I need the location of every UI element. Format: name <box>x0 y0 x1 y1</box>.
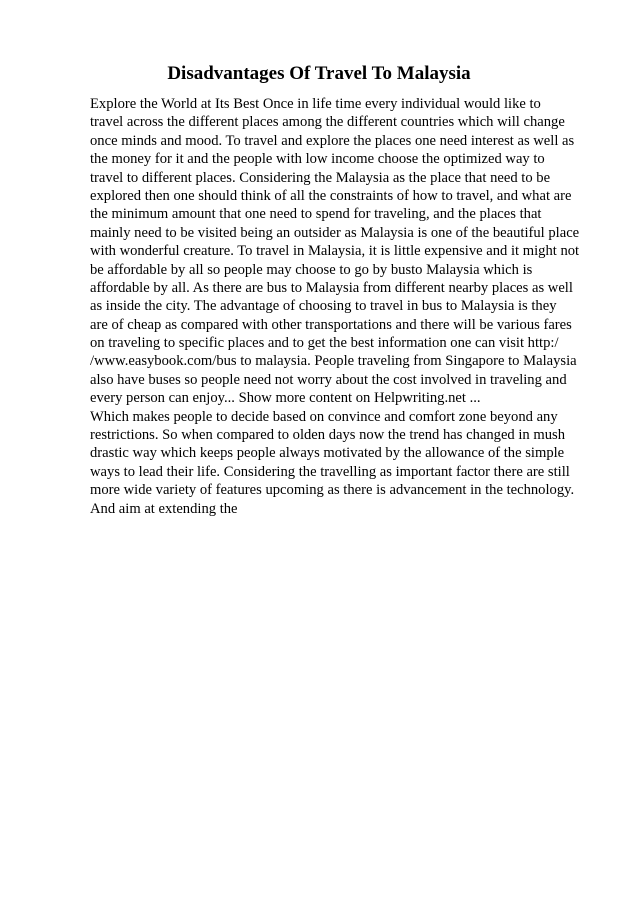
body-line: explored then one should think of all the constraints of how to travel, and what are <box>90 187 572 204</box>
body-line: more wide variety of features upcoming as there is advancement in the technology. <box>90 482 575 499</box>
body-line: are of cheap as compared with other transportations and there will be various fares <box>90 316 572 333</box>
body-line: once minds and mood. To travel and explore the places one need interest as well as <box>90 132 575 149</box>
body-line: on traveling to specific places and to get the best information one can visit http:/ <box>90 335 559 352</box>
body-line: restrictions. So when compared to olden days now the trend has changed in mush <box>90 427 566 444</box>
document-title: Disadvantages Of Travel To Malaysia <box>167 63 471 84</box>
body-line: affordable by all. As there are bus to Malaysia from different nearby places as well <box>90 279 573 296</box>
body-line: also have buses so people need not worry about the cost involved in traveling and <box>90 371 567 388</box>
body-line: with wonderful creature. To travel in Malaysia, it is little expensive and it might not <box>90 243 580 260</box>
body-line: Which makes people to decide based on convince and comfort zone beyond any <box>90 408 558 425</box>
body-line: ways to lead their life. Considering the travelling as important factor there are still <box>90 463 570 480</box>
body-line: be affordable by all so people may choose to go by busto Malaysia which is <box>90 261 533 278</box>
body-line: /www.easybook.com/bus to malaysia. People traveling from Singapore to Malaysia <box>90 353 577 370</box>
body-line: the money for it and the people with low income choose the optimized way to <box>90 151 545 168</box>
body-line: the minimum amount that one need to spend for traveling, and the places that <box>90 206 542 223</box>
body-line: travel across the different places among the different countries which will change <box>90 114 565 131</box>
body-line: drastic way which keeps people always motivated by the allowance of the simple <box>90 445 565 462</box>
body-line: every person can enjoy... Show more content on Helpwriting.net ... <box>90 390 481 407</box>
body-line: as inside the city. The advantage of choosing to travel in bus to Malaysia is they <box>90 298 557 315</box>
body-line: travel to different places. Considering the Malaysia as the place that need to be <box>90 169 551 186</box>
body-line: mainly need to be visited being an outsider as Malaysia is one of the beautiful place <box>90 224 580 241</box>
body-line: And aim at extending the <box>90 500 238 517</box>
document-body <box>90 95 590 518</box>
body-line: Explore the World at Its Best Once in life time every individual would like to <box>90 96 541 112</box>
